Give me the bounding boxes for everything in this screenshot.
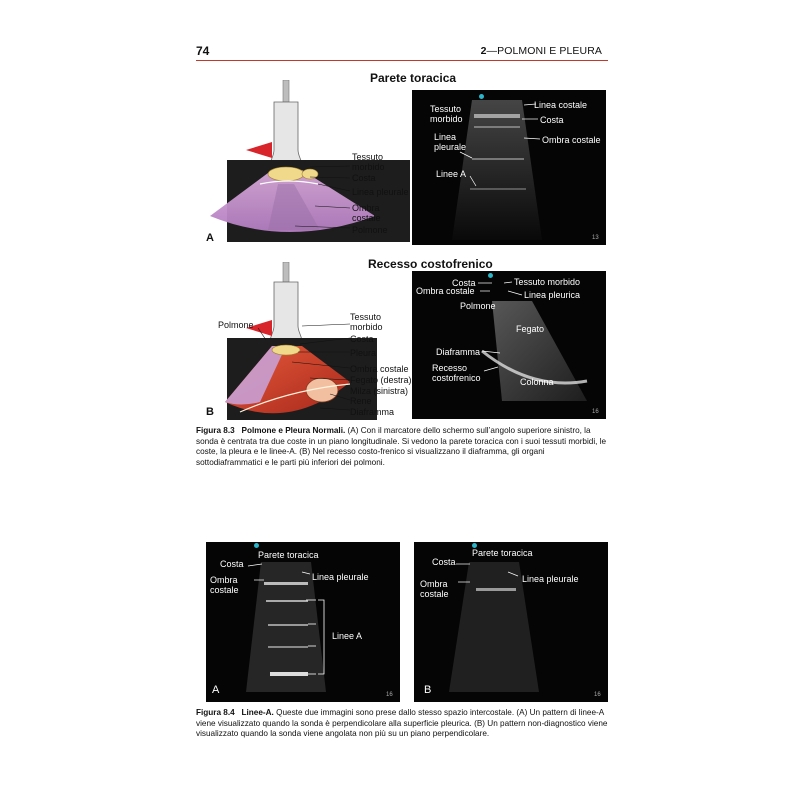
panel-letter: A — [212, 684, 220, 696]
us-label-costa: Costa — [540, 115, 564, 125]
label-line: Linea — [434, 132, 457, 142]
label-line: costale — [420, 589, 449, 599]
us-label-linee-a: Linee A — [436, 169, 467, 179]
label-fegato-b: Fegato (destra) — [350, 375, 412, 385]
us-label-linea-pleurica-b: Linea pleurica — [524, 290, 581, 300]
us-label-costa: Costa — [432, 557, 456, 567]
caption-label: Figura 8.4 — [196, 708, 235, 717]
label-line: Tessuto — [352, 152, 384, 162]
frame-number: 13 — [592, 235, 599, 241]
us-label-ombra-costale: Ombra costale — [542, 135, 601, 145]
label-line: morbido — [350, 322, 383, 332]
label-tessuto-morbido-b — [350, 312, 383, 332]
caption-text: Queste due immagini sono prese dallo stesso spazio intercostale. (A) Un pattern di linee-A viene visualizzato quando la sonda è perpendicolare alla superficie pleurica. (B) Un pattern non-diagnostico viene visualizzato quando la sonda viene angolata non più su un piano perpendicolare. — [196, 708, 608, 738]
header-rule — [196, 60, 608, 61]
label-polmone: Polmone — [352, 225, 388, 235]
us-label-polmone-b: Polmone — [460, 301, 496, 311]
label-tessuto-morbido — [352, 152, 385, 172]
chapter-number: 2 — [480, 45, 487, 57]
label-line: Ombra — [210, 575, 238, 585]
label-line: Ombra — [420, 579, 448, 589]
us-label-ombra-costale-b: Ombra costale — [416, 286, 475, 296]
label-line: Tessuto — [350, 312, 382, 322]
screen-marker-icon — [254, 543, 259, 548]
us-label-costa-b: Costa — [452, 278, 476, 288]
label-costa-b: Costa — [350, 334, 374, 344]
label-polmone-b: Polmone — [218, 320, 254, 330]
us-label-ombra-costale — [210, 575, 239, 595]
us-label-costa: Costa — [220, 559, 244, 569]
label-line: morbido — [430, 114, 463, 124]
frame-number: 16 — [386, 692, 393, 698]
running-head — [481, 45, 602, 57]
ultrasound-image-8-4-b — [414, 542, 608, 702]
us-label-ombra-costale — [420, 579, 449, 599]
frame-number: 16 — [594, 692, 601, 698]
label-diaframma-b: Diaframma — [350, 407, 395, 417]
ultrasound-image-b — [412, 271, 606, 419]
panel-letter: B — [424, 684, 432, 696]
us-label-colonna-b: Colonna — [520, 377, 554, 387]
label-line: pleurale — [434, 142, 467, 152]
us-label-linea-pleurale: Linea pleurale — [522, 574, 579, 584]
us-label-parete-toracica: Parete toracica — [258, 550, 319, 560]
us-label-fegato-b: Fegato — [516, 324, 545, 334]
frame-number: 16 — [592, 409, 599, 415]
panel-letter-a: A — [206, 232, 214, 244]
label-linea-pleurale: Linea pleurale — [352, 187, 409, 197]
label-line: morbido — [352, 162, 385, 172]
page-number: 74 — [196, 44, 210, 58]
caption-label: Figura 8.3 — [196, 426, 235, 435]
us-arrows-a — [412, 90, 606, 245]
label-milza-b: Milza (sinistra) — [350, 386, 409, 396]
panel-letter-b: B — [206, 406, 214, 418]
figure-8-4-caption — [196, 708, 612, 740]
us-label-diaframma-b: Diaframma — [436, 347, 481, 357]
label-ombra-costale — [352, 203, 381, 223]
label-line: costale — [210, 585, 239, 595]
label-line: costale — [352, 213, 381, 223]
us-label-linea-costale: Linea costale — [534, 100, 588, 110]
ultrasound-image-8-4-a — [206, 542, 400, 702]
probe-illustration-b — [200, 262, 410, 422]
label-line: Ombra — [352, 203, 380, 213]
us-label-linee-a: Linee A — [332, 631, 363, 641]
figure-8-3-title-b: Recesso costofrenico — [368, 257, 493, 271]
caption-title: Polmone e Pleura Normali. — [241, 426, 346, 435]
figure-8-3-caption — [196, 426, 612, 468]
us-arrows-b — [412, 271, 606, 419]
us-label-tessuto-morbido-b: Tessuto morbido — [514, 277, 581, 287]
us-label-linea-pleurale: Linea pleurale — [312, 572, 369, 582]
label-line: Tessuto — [430, 104, 462, 114]
label-costa: Costa — [352, 173, 376, 183]
label-ombra-costale-b: Ombra costale — [350, 364, 409, 374]
figure-8-3-title-a: Parete toracica — [370, 71, 457, 85]
label-line: costofrenico — [432, 373, 481, 383]
caption-title: Linee-A. — [241, 708, 274, 717]
ultrasound-image-a — [412, 90, 606, 245]
label-pleura-b: Pleura — [350, 348, 377, 358]
chapter-title: —POLMONI E PLEURA — [486, 45, 602, 57]
label-line: Recesso — [432, 363, 468, 373]
us-label-parete-toracica: Parete toracica — [472, 548, 533, 558]
label-rene-b: Rene — [350, 396, 372, 406]
caption-text: (A) Con il marcatore dello schermo sull’angolo superiore sinistro, la sonda è centrata tra due coste in un piano longitudinale. Si vedono la parete toracica con i suoi tessuti morbidi, le coste, la pleura e le linee-A. (B) Nel recesso costo-frenico si visualizzano il diaframma, gli organi sottodiaframmatici e le parti più inferiori dei polmoni. — [196, 426, 607, 467]
